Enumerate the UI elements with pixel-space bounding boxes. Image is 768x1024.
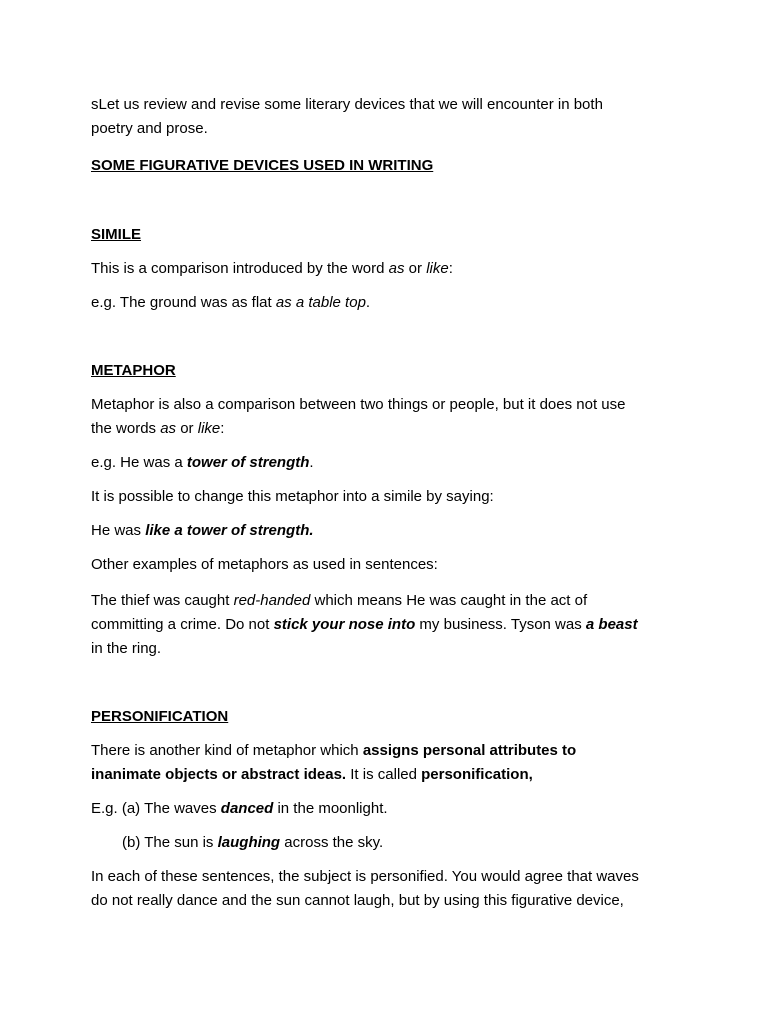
simile-eg-text: e.g. The ground was as flat xyxy=(91,294,276,311)
personification-heading xyxy=(91,705,691,729)
metaphor-def2-or: or xyxy=(176,420,198,437)
personification-eg-a-bold-italic: danced xyxy=(220,800,274,817)
metaphor-def-line-1 xyxy=(91,393,691,417)
personification-c1-text: In each of these sentences, the subject is personified. You would agree that waves xyxy=(91,868,639,885)
metaphor-eg-text: e.g. He was a xyxy=(91,454,187,471)
simile-eg-italic: as a table top xyxy=(275,294,366,311)
simile-definition xyxy=(91,257,691,281)
personification-p1-text: There is another kind of metaphor which xyxy=(91,742,363,759)
metaphor-heading-text: METAPHOR xyxy=(91,362,176,379)
personification-p2-bold-2: personification, xyxy=(421,766,533,783)
metaphor-change xyxy=(91,485,691,509)
intro-line-2 xyxy=(91,117,691,141)
simile-heading xyxy=(91,223,691,247)
simile-heading-text: SIMILE xyxy=(91,226,142,243)
metaphor-examples-line-2 xyxy=(91,613,691,637)
simile-def-text: This is a comparison introduced by the word xyxy=(91,260,389,277)
personification-eg-b-bold-italic: laughing xyxy=(217,834,281,851)
metaphor-ex2-bold-italic-2: a beast xyxy=(585,616,638,633)
personification-comment-line-1 xyxy=(91,865,691,889)
simile-eg-end: . xyxy=(365,294,371,311)
simile-def-end: : xyxy=(448,260,453,277)
metaphor-he-was xyxy=(91,519,691,543)
metaphor-ex2-text: committing a crime. Do not xyxy=(91,616,274,633)
personification-example-b xyxy=(122,831,722,855)
personification-p2-bold: inanimate objects or abstract ideas. xyxy=(91,766,347,783)
main-heading-text: SOME FIGURATIVE DEVICES USED IN WRITING xyxy=(91,157,434,174)
intro-text-2: poetry and prose. xyxy=(91,120,208,137)
personification-eg-b-text: (b) The sun is xyxy=(122,834,218,851)
simile-def-like: like xyxy=(426,260,449,277)
personification-eg-a-end: in the moonlight. xyxy=(273,800,388,817)
metaphor-eg-bold-italic: tower of strength xyxy=(186,454,310,471)
personification-eg-b-end: across the sky. xyxy=(280,834,384,851)
metaphor-ex1-rest: which means He was caught in the act of xyxy=(310,592,588,609)
personification-def-line-2 xyxy=(91,763,691,787)
metaphor-def2-text: the words xyxy=(91,420,161,437)
metaphor-ex1-italic: red-handed xyxy=(233,592,311,609)
metaphor-def2-as: as xyxy=(160,420,177,437)
intro-line-1 xyxy=(91,93,691,117)
metaphor-examples-line-1 xyxy=(91,589,691,613)
metaphor-heading xyxy=(91,359,691,383)
metaphor-ex1-text: The thief was caught xyxy=(91,592,234,609)
personification-p2-text: It is called xyxy=(346,766,422,783)
personification-c2-text: do not really dance and the sun cannot laugh, but by using this figurative device, xyxy=(91,892,624,909)
metaphor-def-text-1: Metaphor is also a comparison between two things or people, but it does not use xyxy=(91,396,626,413)
metaphor-other-text: Other examples of metaphors as used in sentences: xyxy=(91,556,438,573)
personification-def-line-1 xyxy=(91,739,691,763)
personification-example-a xyxy=(91,797,691,821)
metaphor-ex3-text: in the ring. xyxy=(91,640,162,657)
personification-comment-line-2 xyxy=(91,889,691,913)
simile-example xyxy=(91,291,691,315)
metaphor-ex2-bold-italic: stick your nose into xyxy=(273,616,416,633)
metaphor-def-line-2 xyxy=(91,417,691,441)
metaphor-he-bold-italic: like a tower of strength. xyxy=(145,522,314,539)
main-heading xyxy=(91,154,691,178)
simile-def-or: or xyxy=(404,260,427,277)
simile-def-as: as xyxy=(388,260,405,277)
metaphor-eg-end: . xyxy=(309,454,314,471)
metaphor-change-text: It is possible to change this metaphor into a simile by saying: xyxy=(91,488,494,505)
personification-eg-a-text: E.g. (a) The waves xyxy=(91,800,221,817)
intro-text-1: sLet us review and revise some literary devices that we will encounter in both xyxy=(91,96,603,113)
personification-p1-bold: assigns personal attributes to xyxy=(362,742,577,759)
personification-heading-text: PERSONIFICATION xyxy=(91,708,229,725)
metaphor-other xyxy=(91,553,691,577)
metaphor-def2-end: : xyxy=(220,420,225,437)
metaphor-def2-like: like xyxy=(197,420,221,437)
metaphor-he-text: He was xyxy=(91,522,146,539)
metaphor-ex2-rest: my business. Tyson was xyxy=(415,616,586,633)
metaphor-examples-line-3 xyxy=(91,637,691,661)
metaphor-example xyxy=(91,451,691,475)
